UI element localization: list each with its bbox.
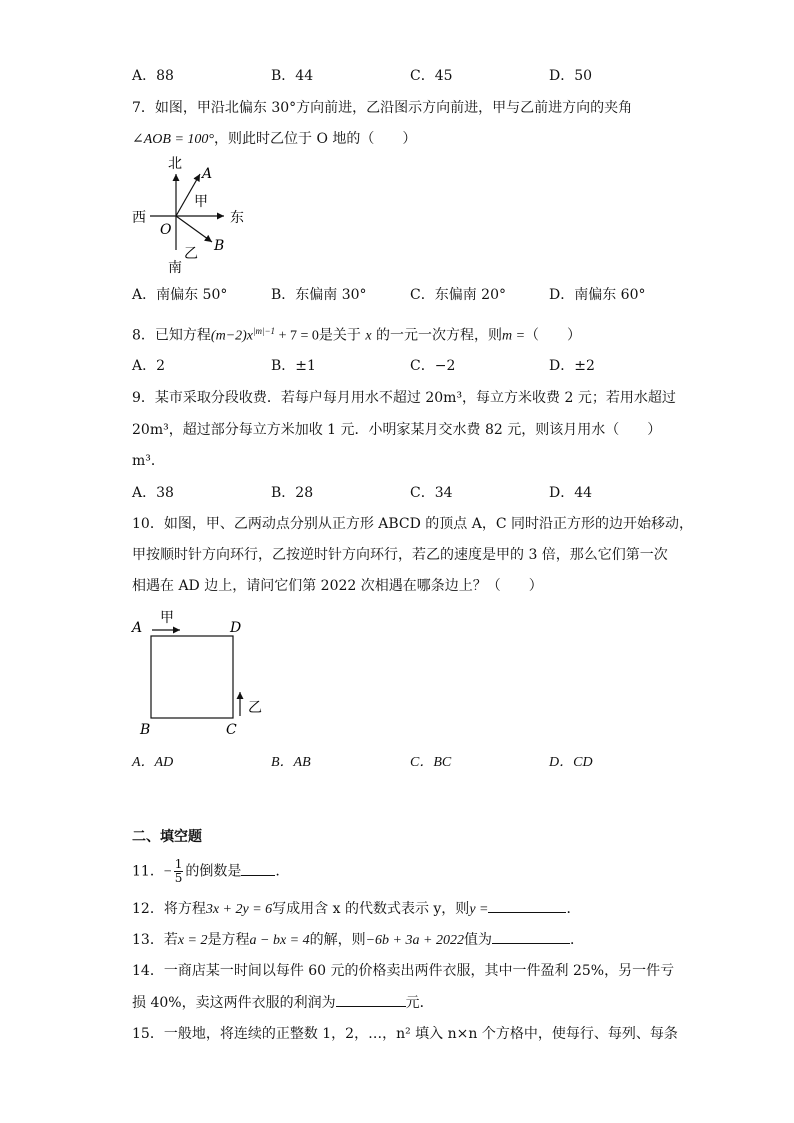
q11-sign: − bbox=[163, 864, 172, 880]
q12-pre: 12．将方程 bbox=[132, 901, 206, 917]
q8-equation-exponent: |m|−1 bbox=[253, 326, 276, 336]
q12-end: ． bbox=[566, 901, 581, 917]
square-abcd bbox=[151, 636, 233, 718]
q7-option-d: D．南偏东 60° bbox=[549, 287, 646, 303]
q8-suffix: 的一元一次方程，则 bbox=[375, 327, 502, 344]
q10-option-a: A．AD bbox=[132, 755, 174, 770]
q9-option-b: B．28 bbox=[271, 485, 314, 501]
q8-var: x bbox=[365, 328, 372, 344]
vertex-d-label: D bbox=[230, 620, 242, 636]
q7-option-a: A．南偏东 50° bbox=[132, 287, 228, 303]
q8-equation-base: (m−2)x bbox=[210, 328, 254, 344]
south-label: 南 bbox=[168, 260, 182, 275]
q7-option-c: C．东偏南 20° bbox=[410, 287, 506, 303]
q13-pre: 13．若 bbox=[132, 932, 178, 948]
q10-stem-line3: 相遇在 AD 边上，请问它们第 2022 次相遇在哪条边上？（ ） bbox=[132, 578, 543, 594]
q7-option-b: B．东偏南 30° bbox=[271, 287, 367, 303]
q13-answer-blank[interactable] bbox=[492, 929, 570, 944]
q12-y-eq: y = bbox=[469, 902, 489, 917]
q13-text2: 值为 bbox=[463, 932, 492, 948]
q10-option-d: D．CD bbox=[549, 755, 593, 770]
q11-text: 的倒数是 bbox=[185, 863, 242, 880]
q12-stem bbox=[132, 898, 580, 920]
q8-prefix: 8．已知方程 bbox=[132, 327, 211, 344]
q14-answer-blank[interactable] bbox=[336, 992, 406, 1007]
jia-label: 甲 bbox=[160, 610, 174, 626]
q13-mid2: 的解，则 bbox=[309, 932, 366, 948]
jia-label: 甲 bbox=[194, 194, 208, 210]
q13-condition: x = 2 bbox=[177, 933, 208, 948]
ray-ob bbox=[176, 216, 212, 242]
section-title-fill-in: 二、填空题 bbox=[132, 829, 202, 845]
east-label: 东 bbox=[230, 210, 244, 226]
q7-stem-line1: 7．如图，甲沿北偏东 30°方向前进，乙沿图示方向前进，甲与乙前进方向的夹角 bbox=[132, 100, 633, 116]
q8-m-eq: m = bbox=[501, 328, 526, 344]
q7-angle-math: ∠AOB = 100° bbox=[132, 132, 214, 147]
q9-stem-line3: m³． bbox=[132, 453, 165, 469]
q15-stem-line1: 15．一般地，将连续的正整数 1，2，…，n² 填入 n×n 个方格中，使每行、每列、每条 bbox=[132, 1026, 678, 1042]
q6-option-c: C．45 bbox=[410, 68, 453, 84]
vertex-a-label: A bbox=[132, 620, 143, 636]
q6-option-a: A．88 bbox=[132, 68, 174, 84]
point-b-label: B bbox=[214, 238, 225, 254]
yi-label: 乙 bbox=[248, 700, 262, 716]
q8-end: （ ） bbox=[525, 327, 582, 344]
q11-num: 11． bbox=[132, 863, 164, 880]
q14-line2-end: 元． bbox=[405, 995, 434, 1011]
q8-option-c: C．−2 bbox=[410, 358, 456, 374]
q13-expression: −6b + 3a + 2022 bbox=[365, 933, 464, 948]
q10-stem-line1: 10．如图，甲、乙两动点分别从正方形 ABCD 的顶点 A，C 同时沿正方形的边开始移动， bbox=[132, 516, 694, 532]
q12-equation: 3x + 2y = 6 bbox=[205, 902, 273, 917]
q14-stem-line2 bbox=[132, 992, 434, 1013]
q14-line2-pre: 损 40%，卖这两件衣服的利润为 bbox=[132, 995, 336, 1011]
q8-option-a: A．2 bbox=[132, 358, 166, 374]
q6-option-d: D．50 bbox=[549, 68, 593, 84]
q10-option-b: B．AB bbox=[271, 755, 311, 770]
west-label: 西 bbox=[132, 210, 146, 226]
q13-mid: 是方程 bbox=[207, 932, 250, 948]
q11-end: . bbox=[275, 863, 280, 880]
q12-mid: 写成用含 x 的代数式表示 y，则 bbox=[272, 901, 470, 917]
q13-stem bbox=[132, 929, 584, 951]
point-a-label: A bbox=[202, 166, 213, 182]
q8-mid: 是关于 bbox=[318, 327, 361, 344]
q13-end: ． bbox=[569, 932, 584, 948]
q7-stem-line2 bbox=[132, 129, 416, 150]
q10-square-figure bbox=[128, 606, 278, 742]
north-label: 北 bbox=[168, 156, 182, 172]
q11-answer-blank[interactable] bbox=[241, 861, 275, 876]
q8-equation-tail: + 7 = 0 bbox=[275, 328, 319, 344]
vertex-b-label: B bbox=[140, 722, 151, 738]
q8-option-b: B．±1 bbox=[271, 358, 316, 374]
q11-fraction-numerator: 1 bbox=[174, 857, 183, 871]
q9-option-d: D．44 bbox=[549, 485, 593, 501]
q7-compass-figure bbox=[128, 150, 258, 275]
point-o-label: O bbox=[160, 222, 172, 238]
q8-stem bbox=[132, 321, 581, 347]
q9-stem-line1: 9．某市采取分段收费．若每户每月用水不超过 20m³，每立方米收费 2 元；若用水超过 bbox=[132, 390, 676, 406]
q14-stem-line1: 14．一商店某一时间以每件 60 元的价格卖出两件衣服，其中一件盈利 25%，另一件亏 bbox=[132, 963, 675, 979]
q13-equation: a − bx = 4 bbox=[249, 933, 310, 948]
q9-option-c: C．34 bbox=[410, 485, 453, 501]
q10-stem-line2: 甲按顺时针方向环行，乙按逆时针方向环行，若乙的速度是甲的 3 倍，那么它们第一次 bbox=[132, 547, 668, 563]
vertex-c-label: C bbox=[226, 722, 237, 738]
q10-option-c: C．BC bbox=[410, 755, 452, 770]
q11-stem bbox=[132, 858, 280, 885]
q7-stem-line2-text: ，则此时乙位于 O 地的（ ） bbox=[214, 131, 417, 147]
q9-option-a: A．38 bbox=[132, 485, 174, 501]
q9-stem-line2: 20m³，超过部分每立方米加收 1 元．小明家某月交水费 82 元，则该月用水（ ） bbox=[132, 422, 662, 438]
q12-answer-blank[interactable] bbox=[488, 898, 566, 913]
q6-option-b: B．44 bbox=[271, 68, 314, 84]
yi-label: 乙 bbox=[184, 246, 198, 262]
q8-option-d: D．±2 bbox=[549, 358, 595, 374]
q11-fraction bbox=[174, 858, 184, 885]
q11-fraction-denominator: 5 bbox=[174, 871, 183, 885]
